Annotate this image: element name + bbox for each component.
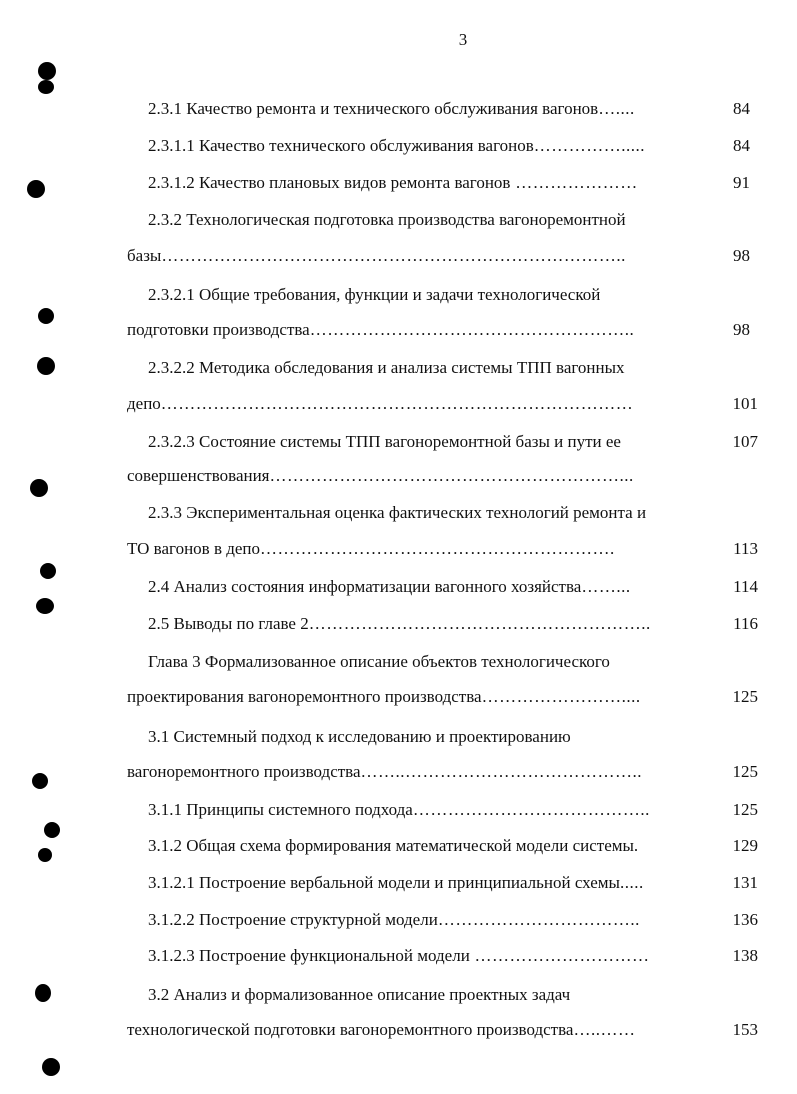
toc-page-ref: 114 (733, 577, 758, 596)
toc-entry-continuation (127, 687, 641, 707)
toc-entry-continuation (127, 539, 615, 559)
toc-entry-text: 2.3.2.3 Состояние системы ТПП вагоноремонтной базы и пути ее (148, 432, 621, 451)
toc-page-ref: 84 (733, 136, 750, 155)
toc-leader-dots: ….... (598, 99, 635, 118)
toc-entry-text: технологической подготовки вагоноремонтного производства (127, 1020, 574, 1039)
toc-entry-title (148, 432, 621, 452)
toc-entry-continuation (127, 246, 626, 266)
toc-page-ref: 138 (732, 946, 758, 965)
toc-entry-text: базы (127, 246, 162, 265)
toc-entry-title (148, 800, 650, 820)
toc-entry-continuation (127, 466, 634, 486)
toc-entry-title (148, 285, 600, 305)
toc-page-ref: 116 (733, 614, 758, 633)
toc-entry-text: 3.1.2.2 Построение структурной модели (148, 910, 438, 929)
toc-page-ref: 129 (732, 836, 758, 855)
toc-page-ref: 136 (732, 910, 758, 929)
toc-entry-text: 2.3.1.2 Качество плановых видов ремонта вагонов (148, 173, 511, 192)
punch-hole-mark (32, 773, 48, 789)
toc-entry-title (148, 614, 651, 634)
toc-entry-text: ТО вагонов в депо (127, 539, 261, 558)
punch-hole-mark (38, 62, 56, 80)
toc-page-ref: 113 (733, 539, 758, 558)
toc-entry-title (148, 136, 645, 156)
toc-entry-title (148, 577, 631, 597)
toc-entry-text: 2.3.1 Качество ремонта и технического обслуживания вагонов (148, 99, 599, 118)
toc-entry-text: 3.1.2.1 Построение вербальной модели и принципиальной схемы (148, 873, 620, 892)
toc-entry-text: совершенствования (127, 466, 270, 485)
toc-leader-dots: ……... (581, 577, 631, 596)
toc-leader-dots: ………………… (510, 173, 638, 192)
toc-entry-text: 2.3.2 Технологическая подготовка производства вагоноремонтной (148, 210, 626, 229)
toc-leader-dots: …………………………………………………………………….. (161, 246, 626, 265)
toc-chapter-title (148, 652, 610, 672)
toc-entry-text: проектирования вагоноремонтного производства (127, 687, 482, 706)
toc-page-ref: 131 (732, 873, 758, 892)
toc-entry-continuation (127, 320, 634, 340)
toc-page-ref: 125 (732, 762, 758, 781)
toc-page-ref: 101 (732, 394, 758, 413)
toc-leader-dots: ..... (619, 873, 644, 892)
toc-leader-dots: ………………………………………………….. (308, 614, 651, 633)
toc-entry-continuation (127, 762, 642, 782)
toc-leader-dots: ……………………………………………….. (309, 320, 635, 339)
toc-leader-dots: ……………..... (533, 136, 646, 155)
toc-leader-dots: ……..………………………………….. (360, 762, 643, 781)
toc-leader-dots: ……………………………………………………... (269, 466, 634, 485)
punch-hole-mark (38, 848, 52, 862)
toc-entry-text: 2.5 Выводы по главе 2 (148, 614, 309, 633)
toc-leader-dots: ……………………………………………………………………… (160, 394, 634, 413)
toc-entry-title (148, 210, 626, 230)
punch-hole-mark (42, 1058, 60, 1076)
toc-page-ref: 98 (733, 246, 750, 265)
punch-hole-mark (35, 984, 51, 1002)
punch-hole-mark (40, 563, 56, 579)
toc-entry-text: 3.1 Системный подход к исследованию и проектированию (148, 727, 571, 746)
toc-entry-title (148, 985, 570, 1005)
toc-entry-text: депо (127, 394, 161, 413)
punch-hole-mark (30, 479, 48, 497)
toc-entry-text: 3.1.2.3 Построение функциональной модели (148, 946, 470, 965)
punch-hole-mark (27, 180, 45, 198)
toc-entry-title (148, 99, 635, 119)
toc-entry-title (148, 727, 571, 747)
toc-page-ref: 125 (732, 687, 758, 706)
toc-entry-text: подготовки производства (127, 320, 310, 339)
toc-entry-title (148, 836, 638, 856)
toc-leader-dots: …………………….... (481, 687, 641, 706)
toc-page-ref: 98 (733, 320, 750, 339)
toc-entry-continuation (127, 1020, 635, 1040)
toc-page-ref: 107 (732, 432, 758, 451)
punch-hole-mark (37, 357, 55, 375)
toc-entry-continuation (127, 394, 633, 414)
toc-page-ref: 153 (732, 1020, 758, 1039)
punch-hole-mark (38, 308, 54, 324)
toc-entry-text: 2.4 Анализ состояния информатизации вагонного хозяйства (148, 577, 582, 596)
toc-entry-title (148, 873, 644, 893)
toc-entry-title (148, 358, 625, 378)
toc-leader-dots: ………………………… (469, 946, 650, 965)
toc-entry-text: 3.1.1 Принципы системного подхода (148, 800, 413, 819)
toc-page-ref: 91 (733, 173, 750, 192)
toc-entry-title (148, 946, 650, 966)
toc-leader-dots: ……………………………………………………. (260, 539, 615, 558)
toc-leader-dots: …………………………….. (437, 910, 640, 929)
punch-hole-mark (44, 822, 60, 838)
toc-leader-dots: ………………………………….. (412, 800, 650, 819)
toc-entry-title (148, 910, 640, 930)
toc-entry-text: 2.3.2.1 Общие требования, функции и задачи технологической (148, 285, 601, 304)
toc-entry-text: 3.1.2 Общая схема формирования математической модели системы. (148, 836, 639, 855)
punch-hole-mark (36, 598, 54, 614)
punch-hole-mark (38, 80, 54, 94)
toc-entry-text: вагоноремонтного производства (127, 762, 361, 781)
toc-entry-text: 3.2 Анализ и формализованное описание проектных задач (148, 985, 571, 1004)
toc-entry-title (148, 173, 638, 193)
toc-entry-text: 2.3.2.2 Методика обследования и анализа системы ТПП вагонных (148, 358, 625, 377)
page-number: 3 (458, 30, 468, 49)
toc-leader-dots: …..…… (573, 1020, 636, 1039)
toc-page-ref: 84 (733, 99, 750, 118)
toc-entry-text: 2.3.1.1 Качество технического обслуживания вагонов (148, 136, 534, 155)
toc-entry-title (148, 503, 646, 523)
toc-entry-text: 2.3.3 Экспериментальная оценка фактических технологий ремонта и (148, 503, 647, 522)
toc-entry-text: Глава 3 Формализованное описание объектов технологического (148, 652, 610, 671)
toc-page-ref: 125 (732, 800, 758, 819)
